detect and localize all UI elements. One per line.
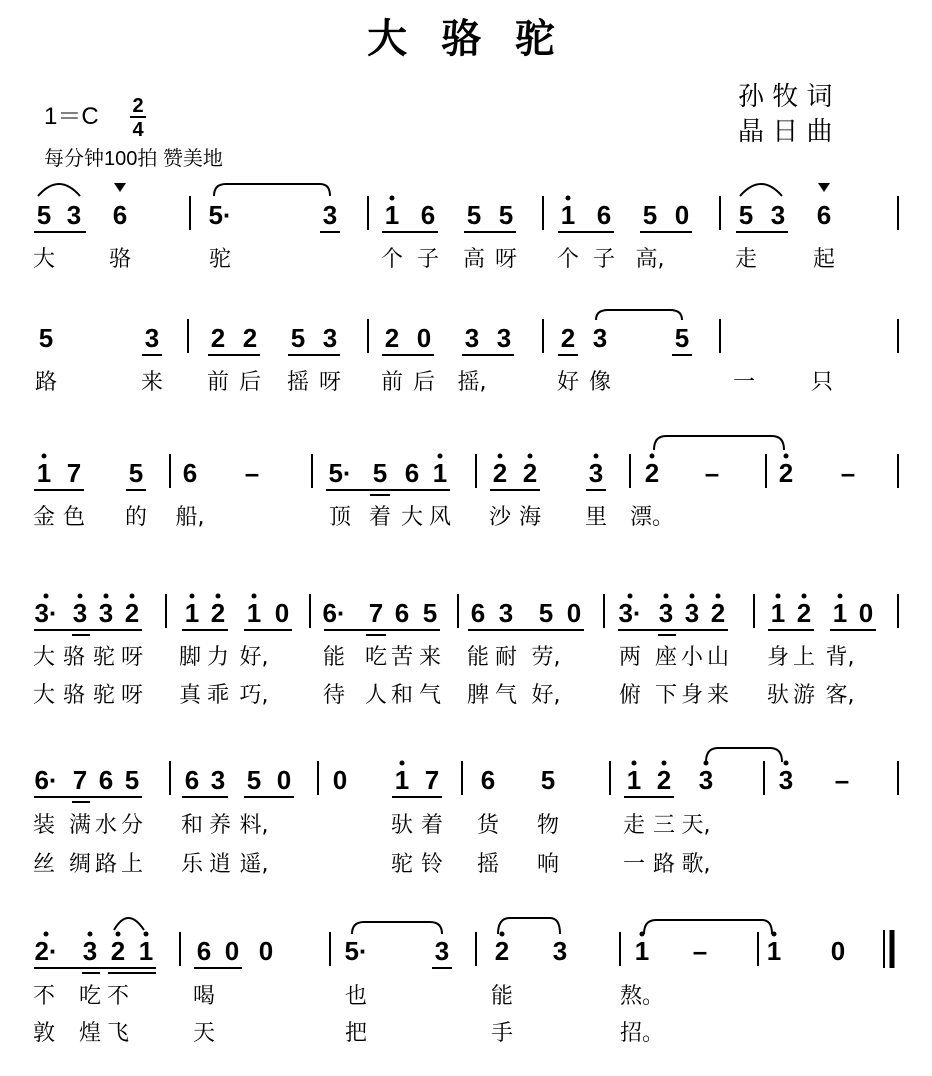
octave-dot <box>662 761 667 766</box>
octave-dot <box>116 932 121 937</box>
note: 1 <box>384 200 400 230</box>
lyric: 不 <box>32 984 56 1009</box>
octave-dot <box>716 594 721 599</box>
note: 2 <box>210 323 226 353</box>
note: 3 <box>322 200 338 230</box>
lyric: 水 <box>94 813 118 838</box>
lyric: 只 <box>810 370 834 395</box>
lyric: 响 <box>536 852 560 877</box>
lyric: 后 <box>412 370 436 395</box>
lyric: 里 <box>584 505 608 530</box>
lyric: 顶 <box>328 505 352 530</box>
note: 3 <box>698 765 714 795</box>
note: 6 <box>184 765 200 795</box>
note: 0 <box>416 323 432 353</box>
lyric: 俯 <box>618 683 642 708</box>
lyric: 装 <box>32 813 56 838</box>
lyric: 熬。 <box>619 984 665 1009</box>
note: 5 <box>674 323 690 353</box>
lyric: 脾 <box>466 683 490 708</box>
note: 3 <box>778 765 794 795</box>
note: 5 <box>466 200 482 230</box>
lyric: 力 <box>206 645 230 670</box>
slur <box>114 918 144 930</box>
lyric: 摇 <box>476 852 500 877</box>
note: 3 <box>322 323 338 353</box>
lyric: 游 <box>792 683 816 708</box>
slur <box>644 920 772 934</box>
note: 6 <box>182 458 198 488</box>
note: 6 <box>420 200 436 230</box>
lyric: 大 <box>400 505 424 530</box>
octave-dot <box>190 594 195 599</box>
octave-dot <box>44 594 49 599</box>
note: 1 <box>246 598 262 628</box>
lyric: 驮 <box>390 813 414 838</box>
lyric: 上 <box>120 852 144 877</box>
note: 3 <box>82 936 98 966</box>
lyric: 金 <box>32 505 56 530</box>
note: 3 <box>658 598 674 628</box>
lyric: 客, <box>825 683 855 708</box>
lyric: 驼 <box>208 247 232 272</box>
note: 3 <box>552 936 568 966</box>
note: 3 <box>770 200 786 230</box>
lyric: 真 <box>178 683 202 708</box>
octave-dot <box>88 932 93 937</box>
note: 0 <box>674 200 690 230</box>
lyric: 摇 <box>286 370 310 395</box>
lyric: 大 <box>32 247 56 272</box>
note: 6 <box>470 598 486 628</box>
octave-dot <box>838 594 843 599</box>
note: 3 <box>98 598 114 628</box>
note: 2 <box>492 458 508 488</box>
lyric: 山 <box>706 645 730 670</box>
lyric: 天, <box>681 813 711 838</box>
key-signature: 1＝C <box>44 103 99 130</box>
lyric: 脚 <box>178 645 202 670</box>
lyric: 路 <box>94 852 118 877</box>
lyric: 能 <box>466 645 490 670</box>
note: 5 <box>38 323 54 353</box>
note: 0 <box>274 598 290 628</box>
lyric: 驼 <box>390 852 414 877</box>
lyric: 料, <box>239 813 269 838</box>
lyric: 驮 <box>766 683 790 708</box>
tempo-marking: 每分钟100拍 赞美地 <box>44 148 223 170</box>
note: 6 <box>98 765 114 795</box>
lyric: 苦 <box>390 645 414 670</box>
lyric: 呀 <box>120 683 144 708</box>
note: 6 <box>112 200 128 230</box>
lyric: 铃 <box>420 852 444 877</box>
octave-dot <box>500 932 505 937</box>
note: 6 <box>404 458 420 488</box>
lyric: 天 <box>192 1021 216 1046</box>
note: 2 <box>242 323 258 353</box>
note: 2 <box>522 458 538 488</box>
lyric: 也 <box>344 984 368 1009</box>
lyric: 和 <box>180 813 204 838</box>
note: 5 <box>738 200 754 230</box>
lyric: 养 <box>208 813 232 838</box>
note: 0 <box>566 598 582 628</box>
octave-dot <box>252 594 257 599</box>
octave-dot <box>566 196 571 201</box>
time-signature-denominator: 4 <box>132 119 144 141</box>
slur <box>740 184 782 196</box>
lyric: 高 <box>462 247 486 272</box>
lyric: 劳, <box>531 645 561 670</box>
lyric: 前 <box>206 370 230 395</box>
octave-dot <box>144 932 149 937</box>
octave-dot <box>78 594 83 599</box>
lyric: 路 <box>652 852 676 877</box>
lyric: 大 <box>32 645 56 670</box>
note: 3 <box>588 458 604 488</box>
lyric: 吃 <box>364 645 388 670</box>
lyric: 煌 <box>78 1021 102 1046</box>
lyric: 人 <box>364 683 388 708</box>
lyric: 把 <box>344 1021 368 1046</box>
lyric: 呀 <box>494 247 518 272</box>
lyric: 巧, <box>239 683 269 708</box>
lyric: 来 <box>140 370 164 395</box>
octave-dot <box>784 761 789 766</box>
octave-dot <box>776 594 781 599</box>
lyric: 能 <box>322 645 346 670</box>
note: 3 <box>496 323 512 353</box>
note: 5· <box>328 458 352 488</box>
time-signature-numerator: 2 <box>132 95 144 117</box>
note: 1 <box>770 598 786 628</box>
lyric: 手 <box>490 1021 514 1046</box>
octave-dot <box>216 594 221 599</box>
note: 5 <box>498 200 514 230</box>
note: 1 <box>138 936 154 966</box>
note: 0 <box>276 765 292 795</box>
lyric: 待 <box>322 683 346 708</box>
lyric: 背, <box>825 645 855 670</box>
lyric: 吃 <box>78 984 102 1009</box>
lyric: 子 <box>416 247 440 272</box>
octave-dot <box>104 594 109 599</box>
octave-dot <box>650 454 655 459</box>
lyric: 摇, <box>457 370 487 395</box>
note: 2 <box>778 458 794 488</box>
slur <box>352 922 442 934</box>
octave-dot <box>438 454 443 459</box>
lyric: 骆 <box>62 683 86 708</box>
note: 1 <box>832 598 848 628</box>
note: 0 <box>258 936 274 966</box>
lyric: 丝 <box>32 852 56 877</box>
score-line-1 <box>33 183 898 272</box>
lyric: 上 <box>792 645 816 670</box>
slur <box>596 310 682 320</box>
note: 3 <box>464 323 480 353</box>
note: 5 <box>538 598 554 628</box>
octave-dot <box>42 454 47 459</box>
note: – <box>834 765 850 795</box>
lyric: 不 <box>106 984 130 1009</box>
octave-dot <box>498 454 503 459</box>
note: 3 <box>66 200 82 230</box>
note: 0 <box>332 765 348 795</box>
lyric: 着 <box>368 505 392 530</box>
octave-dot <box>44 932 49 937</box>
lyric: 两 <box>618 645 642 670</box>
note: 1 <box>766 936 782 966</box>
lyric: 色 <box>62 505 86 530</box>
note: 6 <box>596 200 612 230</box>
lyric: 呀 <box>120 645 144 670</box>
note: 1 <box>36 458 52 488</box>
note: 6 <box>196 936 212 966</box>
lyric: 驼 <box>92 683 116 708</box>
lyric: 海 <box>518 505 542 530</box>
octave-dot <box>690 594 695 599</box>
octave-dot <box>784 454 789 459</box>
note: 1 <box>184 598 200 628</box>
note: 0 <box>830 936 846 966</box>
accent-mark <box>114 183 126 192</box>
note: 1 <box>626 765 642 795</box>
note: 0 <box>858 598 874 628</box>
score-line-6 <box>33 918 892 1046</box>
note: 1 <box>394 765 410 795</box>
note: 6 <box>394 598 410 628</box>
note: 6· <box>322 598 346 628</box>
note: 2 <box>710 598 726 628</box>
note: 5· <box>208 200 232 230</box>
lyric: 来 <box>706 683 730 708</box>
score-line-4 <box>33 594 898 709</box>
lyric: 一 <box>732 370 756 395</box>
octave-dot <box>400 761 405 766</box>
note: 7 <box>66 458 82 488</box>
note: 3 <box>434 936 450 966</box>
note: 1 <box>560 200 576 230</box>
note: 3· <box>34 598 58 628</box>
note: 0 <box>224 936 240 966</box>
lyric: 走 <box>622 813 646 838</box>
note: 2· <box>34 936 58 966</box>
lyric: 物 <box>536 813 560 838</box>
lyric: 和 <box>390 683 414 708</box>
note: 2 <box>210 598 226 628</box>
lyric: 气 <box>494 683 518 708</box>
note: 5 <box>642 200 658 230</box>
lyric: 小 <box>680 645 704 670</box>
octave-dot <box>628 594 633 599</box>
note: 2 <box>124 598 140 628</box>
lyric: 呀 <box>318 370 342 395</box>
score-line-2 <box>35 310 898 395</box>
lyric: 身 <box>766 645 790 670</box>
lyric: 好, <box>239 645 269 670</box>
lyric: 骆 <box>108 247 132 272</box>
note: 3 <box>684 598 700 628</box>
octave-dot <box>632 761 637 766</box>
composer-credit: 晶 日 曲 <box>738 117 833 147</box>
note: 2 <box>560 323 576 353</box>
lyric: 敦 <box>32 1021 56 1046</box>
lyric: 走 <box>734 247 758 272</box>
lyric: 招。 <box>619 1021 665 1046</box>
score-line-5 <box>33 748 898 877</box>
lyric: 个 <box>380 247 404 272</box>
note: 5 <box>540 765 556 795</box>
lyric: 路 <box>34 370 58 395</box>
note: 5 <box>290 323 306 353</box>
octave-dot <box>594 454 599 459</box>
lyric: 耐 <box>494 645 518 670</box>
lyric: 喝 <box>192 984 216 1009</box>
note: 3 <box>210 765 226 795</box>
lyric: 船, <box>175 505 205 530</box>
lyric: 像 <box>588 370 612 395</box>
note: 2 <box>796 598 812 628</box>
note: – <box>704 458 720 488</box>
lyric: 乐 <box>180 852 204 877</box>
lyric: 好 <box>556 370 580 395</box>
lyric: 遥, <box>239 852 269 877</box>
note: – <box>244 458 260 488</box>
lyric: 风 <box>428 505 452 530</box>
note: 3 <box>592 323 608 353</box>
note: 5 <box>124 765 140 795</box>
note: 6 <box>816 200 832 230</box>
note: 5· <box>344 936 368 966</box>
lyric: 大 <box>32 683 56 708</box>
lyric: 下 <box>654 683 678 708</box>
lyric: 满 <box>68 813 92 838</box>
score-line-3 <box>33 436 898 530</box>
lyric: 起 <box>812 247 836 272</box>
lyric: 能 <box>490 984 514 1009</box>
lyric: 驼 <box>92 645 116 670</box>
note: 6· <box>34 765 58 795</box>
lyric: 绸 <box>68 852 92 877</box>
lyric: 来 <box>418 645 442 670</box>
note: 5 <box>422 598 438 628</box>
accent-mark <box>818 183 830 192</box>
lyric: 好, <box>531 683 561 708</box>
lyric: 歌, <box>681 852 711 877</box>
note: 5 <box>36 200 52 230</box>
note: 1 <box>634 936 650 966</box>
lyric: 着 <box>420 813 444 838</box>
note: 5 <box>128 458 144 488</box>
lyric: 沙 <box>488 505 512 530</box>
note: 2 <box>110 936 126 966</box>
lyric: 个 <box>556 247 580 272</box>
note: 3 <box>144 323 160 353</box>
song-title: 大 骆 驼 <box>367 16 565 62</box>
lyric: 飞 <box>106 1021 130 1046</box>
slur <box>654 436 784 450</box>
note: 3 <box>498 598 514 628</box>
octave-dot <box>528 454 533 459</box>
lyric: 骆 <box>62 645 86 670</box>
slur <box>498 918 560 934</box>
octave-dot <box>130 594 135 599</box>
note: 7 <box>72 765 88 795</box>
note: – <box>692 936 708 966</box>
note: 7 <box>368 598 384 628</box>
note: 2 <box>656 765 672 795</box>
lyric: 乖 <box>206 683 230 708</box>
lyric: 身 <box>680 683 704 708</box>
note: 3 <box>72 598 88 628</box>
note: 7 <box>424 765 440 795</box>
lyric: 高, <box>635 247 665 272</box>
lyricist-credit: 孙 牧 词 <box>738 82 833 112</box>
note: 5 <box>372 458 388 488</box>
note: 3· <box>618 598 642 628</box>
note: 2 <box>494 936 510 966</box>
lyric: 一 <box>622 852 646 877</box>
octave-dot <box>664 594 669 599</box>
slur <box>38 184 80 196</box>
lyric: 座 <box>654 645 678 670</box>
note: 2 <box>384 323 400 353</box>
lyric: 分 <box>120 813 144 838</box>
slur <box>706 748 782 762</box>
note: – <box>840 458 856 488</box>
lyric: 后 <box>238 370 262 395</box>
lyric: 货 <box>476 813 500 838</box>
lyric: 逍 <box>208 852 232 877</box>
note: 6 <box>480 765 496 795</box>
lyric: 气 <box>418 683 442 708</box>
note: 1 <box>432 458 448 488</box>
note: 5 <box>246 765 262 795</box>
lyric: 的 <box>124 505 148 530</box>
lyric: 漂。 <box>629 505 675 530</box>
octave-dot <box>802 594 807 599</box>
lyric: 三 <box>652 813 676 838</box>
octave-dot <box>390 196 395 201</box>
note: 2 <box>644 458 660 488</box>
slur <box>214 184 330 196</box>
lyric: 子 <box>592 247 616 272</box>
lyric: 前 <box>380 370 404 395</box>
